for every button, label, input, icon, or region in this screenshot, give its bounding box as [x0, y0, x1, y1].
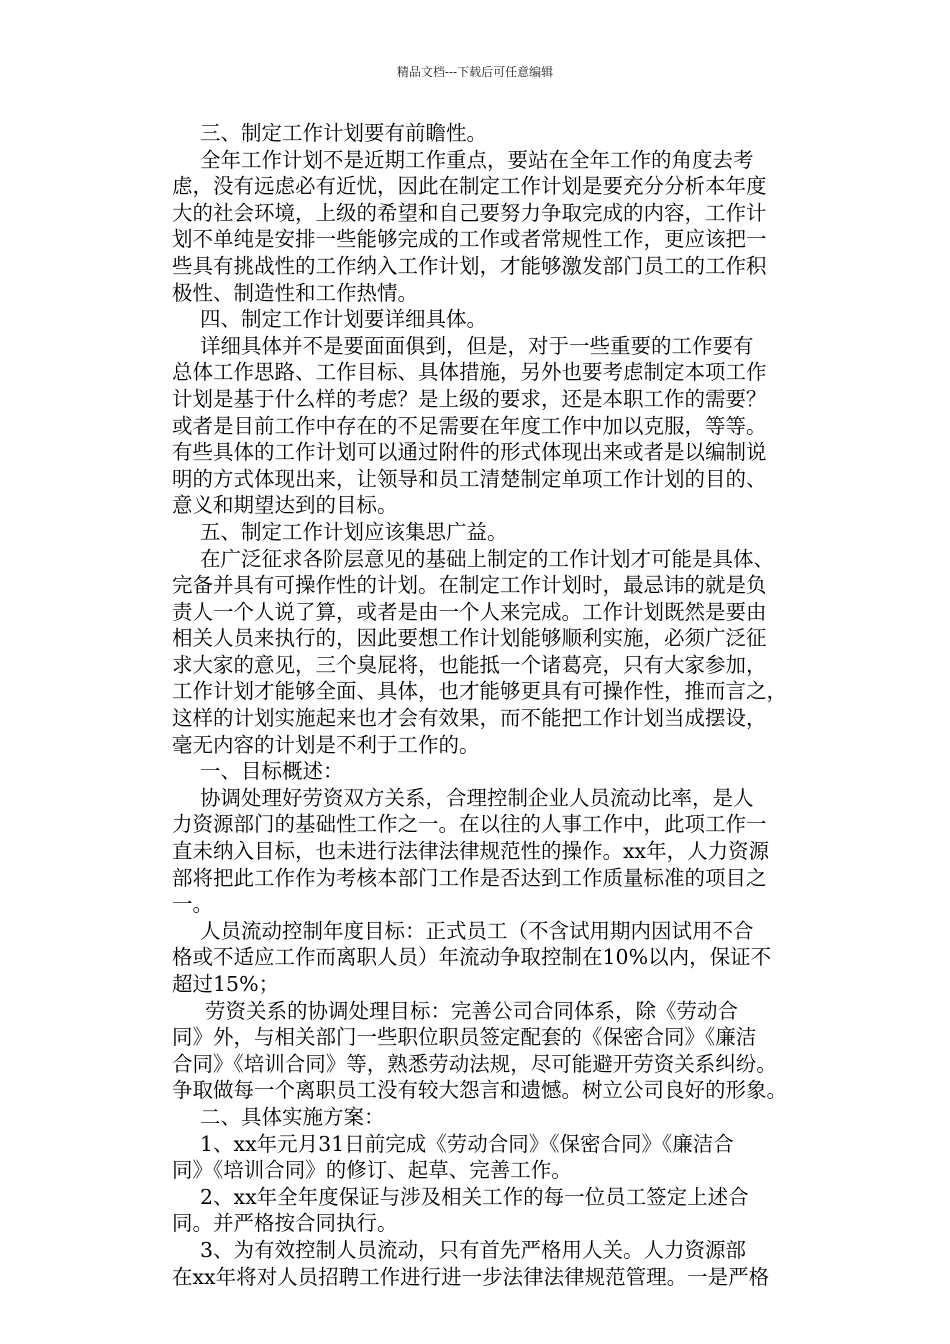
text-line: 二、具体实施方案：: [200, 1104, 385, 1129]
text-line: 或者是目前工作中存在的不足需要在年度工作中加以克服，等等。: [172, 413, 767, 438]
text-line: 求大家的意见，三个臭屁将，也能抵一个诸葛亮，只有大家参加，: [172, 652, 767, 677]
text-line: 些具有挑战性的工作纳入工作计划，才能够激发部门员工的工作积: [172, 253, 767, 278]
text-line: 划不单纯是安排一些能够完成的工作或者常规性工作，更应该把一: [172, 227, 767, 252]
text-line: 超过15%；: [172, 972, 280, 996]
text-line: 同》外，与相关部门一些职位职员签定配套的《保密合同》《廉洁: [172, 1025, 757, 1050]
text-line: 合同》《培训合同》等，熟悉劳动法规，尽可能避开劳资关系纠纷。: [172, 1051, 777, 1076]
text-line: 在广泛征求各阶层意见的基础上制定的工作计划才可能是具体、: [200, 546, 774, 571]
text-line: 五、制定工作计划应该集思广益。: [200, 519, 508, 544]
text-line: 直未纳入目标，也未进行法律法律规范性的操作。xx年，人力资源: [172, 839, 770, 864]
text-line: 争取做每一个离职员工没有较大怨言和遗憾。树立公司良好的形象。: [172, 1078, 787, 1103]
text-line: 有些具体的工作计划可以通过附件的形式体现出来或者是以编制说: [172, 440, 767, 465]
text-line: 全年工作计划不是近期工作重点，要站在全年工作的角度去考: [200, 147, 754, 172]
text-line: 力资源部门的基础性工作之一。在以往的人事工作中，此项工作一: [172, 812, 767, 837]
text-line: 在xx年将对人员招聘工作进行进一步法律法律规范管理。一是严格: [172, 1264, 770, 1289]
text-line: 这样的计划实施起来也才会有效果，而不能把工作计划当成摆设，: [172, 706, 767, 731]
text-line: 三、制定工作计划要有前瞻性。: [200, 121, 487, 145]
text-line: 完备并具有可操作性的计划。在制定工作计划时，最忌讳的就是负: [172, 573, 767, 598]
text-line: 大的社会环境，上级的希望和自己要努力争取完成的内容，工作计: [172, 200, 767, 225]
text-line: 劳资关系的协调处理目标：完善公司合同体系，除《劳动合: [205, 998, 738, 1023]
text-line: 意义和期望达到的目标。: [172, 493, 398, 518]
text-line: 协调处理好劳资双方关系，合理控制企业人员流动比率，是人: [200, 785, 754, 810]
text-line: 毫无内容的计划是不利于工作的。: [172, 732, 480, 757]
text-line: 部将把此工作作为考核本部门工作是否达到工作质量标准的项目之: [172, 865, 767, 890]
text-line: 1、xx年元月31日前完成《劳动合同》《保密合同》《廉洁合: [200, 1131, 734, 1156]
page-header: 精品文档---下载后可任意编辑: [396, 65, 554, 79]
text-line: 责人一个人说了算，或者是由一个人来完成。工作计划既然是要由: [172, 599, 767, 624]
text-line: 详细具体并不是要面面俱到，但是，对于一些重要的工作要有: [200, 333, 754, 358]
text-line: 一。: [172, 892, 213, 917]
text-line: 工作计划才能够全面、具体，也才能够更具有可操作性，推而言之，: [172, 679, 787, 704]
text-line: 总体工作思路、工作目标、具体措施，另外也要考虑制定本项工作: [172, 360, 767, 385]
text-line: 计划是基于什么样的考虑？是上级的要求，还是本职工作的需要？: [172, 386, 767, 411]
text-line: 格或不适应工作而离职人员）年流动争取控制在10%以内，保证不: [172, 945, 772, 970]
text-line: 3、为有效控制人员流动，只有首先严格用人关。人力资源部: [200, 1237, 747, 1262]
text-line: 虑，没有远虑必有近忧，因此在制定工作计划是要充分分析本年度: [172, 174, 767, 199]
text-line: 2、xx年全年度保证与涉及相关工作的每一位员工签定上述合: [200, 1184, 749, 1209]
text-line: 极性、制造性和工作热情。: [172, 280, 418, 305]
document-body: [172, 120, 840, 1290]
text-line: 一、目标概述：: [200, 759, 344, 784]
text-line: 同。并严格按合同执行。: [172, 1211, 398, 1236]
text-line: 四、制定工作计划要详细具体。: [200, 307, 487, 332]
text-line: 明的方式体现出来，让领导和员工清楚制定单项工作计划的目的、: [172, 466, 767, 491]
text-line: 相关人员来执行的，因此要想工作计划能够顺利实施，必须广泛征: [172, 626, 767, 651]
text-line: 人员流动控制年度目标：正式员工（不含试用期内因试用不合: [200, 918, 754, 943]
text-line: 同》《培训合同》的修订、起草、完善工作。: [172, 1158, 572, 1183]
